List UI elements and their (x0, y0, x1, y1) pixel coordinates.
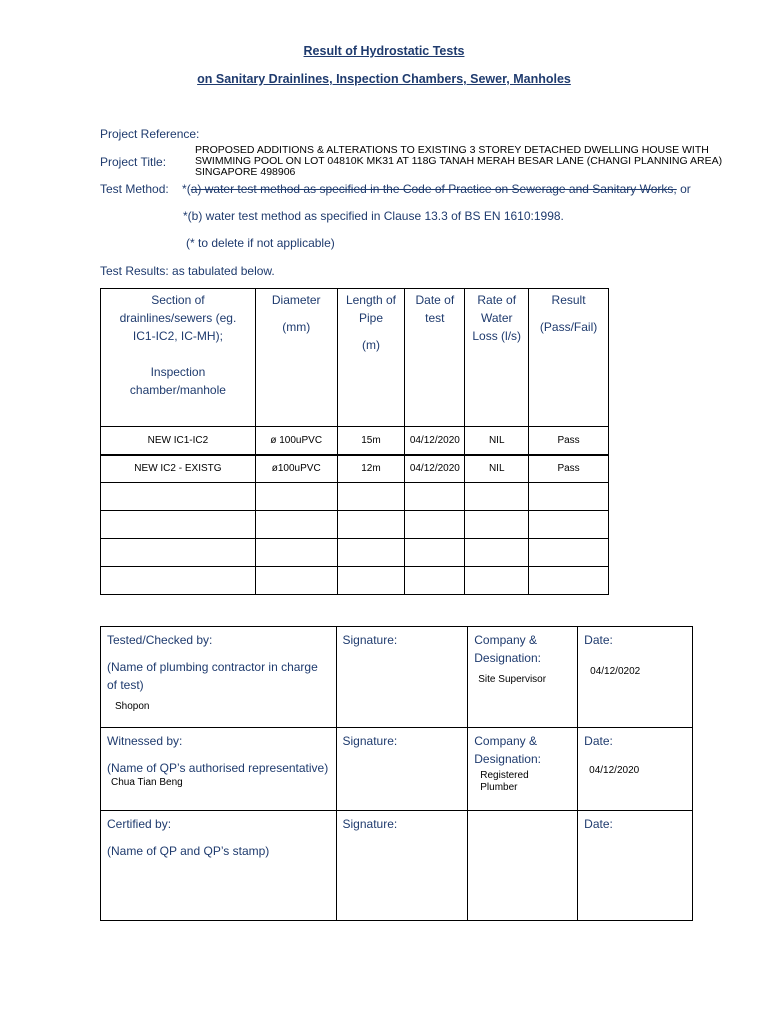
witnessed-signature-cell (336, 728, 468, 811)
document-title: Result of Hydrostatic Tests (303, 44, 465, 58)
witnessed-company-cell (468, 728, 578, 811)
certified-signature-label: Signature: (342, 817, 398, 831)
witnessed-company-label: Company & Designation: (474, 734, 541, 766)
header-date (405, 289, 465, 427)
document-subtitle: on Sanitary Drainlines, Inspection Chambers, Sewer, Manholes (197, 72, 571, 86)
header-length-unit: (m) (361, 338, 380, 352)
header-diameter-unit: (mm) (282, 320, 311, 334)
certified-label: Certified by: (107, 817, 172, 831)
certified-signature-cell (336, 811, 468, 921)
row2-length: 12m (337, 455, 405, 483)
witnessed-name: Chua Tian Beng (111, 777, 183, 788)
table-row-empty (101, 511, 609, 539)
row2-diameter: ø100uPVC (255, 455, 337, 483)
signoff-row-tested (101, 627, 693, 728)
project-title-label: Project Title: (100, 155, 167, 169)
tested-company-cell (468, 627, 578, 728)
header-section-text: Section of drainlines/sewers (eg. IC1-IC2, IC-MH); (119, 293, 237, 343)
witnessed-desc: (Name of QP’s authorised representative) (107, 761, 329, 775)
tested-date-value: 04/12/0202 (590, 666, 641, 677)
test-method-b: *(b) water test method as specified in Clause 13.3 of BS EN 1610:1998. (183, 209, 564, 223)
header-rate-text: Rate of Water Loss (l/s) (472, 293, 522, 343)
test-method-line-a (100, 182, 691, 196)
tested-date-label: Date: (584, 633, 613, 647)
project-title-value: PROPOSED ADDITIONS & ALTERATIONS TO EXISTING 3 STOREY DETACHED DWELLING HOUSE WITH SWIMMING POOL ON LOT 04810K MK31 AT 118G TANAH MERAH BESAR LANE (CHANGI PLANNING AREA) SINGAPORE 498906 (195, 144, 723, 178)
header-diameter-text: Diameter (271, 293, 321, 307)
tested-label: Tested/Checked by: (107, 633, 213, 647)
row1-date: 04/12/2020 (405, 427, 465, 455)
witnessed-cell (101, 728, 337, 811)
table-row-empty (101, 567, 609, 595)
table-row-empty (101, 483, 609, 511)
header-result-sub: (Pass/Fail) (539, 320, 598, 334)
header-date-text: Date of test (415, 293, 455, 325)
signoff-table (100, 626, 693, 921)
witnessed-company-value: Registered Plumber (480, 770, 529, 793)
test-method-a-suffix: or (676, 182, 691, 196)
witnessed-date-value: 04/12/2020 (589, 765, 640, 776)
tested-company-label: Company & Designation: (474, 633, 541, 665)
header-result-text: Result (551, 293, 586, 307)
table-row (101, 427, 609, 455)
certified-cell (101, 811, 337, 921)
header-rate (465, 289, 529, 427)
test-results-label: Test Results: as tabulated below. (100, 264, 275, 278)
tested-signature-cell (336, 627, 468, 728)
row1-rate: NIL (465, 427, 529, 455)
header-length-text: Length of Pipe (345, 293, 396, 325)
delete-note: (* to delete if not applicable) (186, 236, 335, 250)
test-method-a-prefix: *( (182, 182, 191, 196)
witnessed-date-cell (578, 728, 693, 811)
witnessed-label: Witnessed by: (107, 734, 183, 748)
results-table (100, 288, 609, 595)
signoff-row-certified (101, 811, 693, 921)
certified-desc: (Name of QP and QP’s stamp) (107, 844, 270, 858)
signoff-row-witnessed (101, 728, 693, 811)
row2-rate: NIL (465, 455, 529, 483)
project-reference-label: Project Reference: (100, 127, 200, 141)
tested-cell (101, 627, 337, 728)
tested-company-value: Site Supervisor (478, 674, 547, 685)
row2-date: 04/12/2020 (405, 455, 465, 483)
tested-name: Shopon (115, 701, 150, 712)
header-chamber-text: Inspection chamber/manhole (129, 365, 226, 397)
certified-date-label: Date: (584, 817, 613, 831)
tested-desc: (Name of plumbing contractor in charge of test) (107, 660, 318, 692)
results-header-row (101, 289, 609, 427)
header-section (101, 289, 256, 427)
test-method-a-struck: a) water test method as specified in the Code of Practice on Sewerage and Sanitary Works, (190, 182, 677, 196)
row1-result: Pass (529, 427, 609, 455)
table-row-empty (101, 539, 609, 567)
row1-section: NEW IC1-IC2 (101, 427, 256, 455)
witnessed-date-label: Date: (584, 734, 613, 748)
tested-signature-label: Signature: (342, 633, 398, 647)
row1-length: 15m (337, 427, 405, 455)
certified-date-cell (578, 811, 693, 921)
header-result (529, 289, 609, 427)
header-length (337, 289, 405, 427)
row2-result: Pass (529, 455, 609, 483)
header-diameter (255, 289, 337, 427)
row1-diameter: ø 100uPVC (255, 427, 337, 455)
row2-section: NEW IC2 - EXISTG (101, 455, 256, 483)
certified-company-cell (468, 811, 578, 921)
witnessed-signature-label: Signature: (342, 734, 398, 748)
tested-date-cell (578, 627, 693, 728)
table-row (101, 455, 609, 483)
test-method-label: Test Method: (100, 182, 169, 196)
